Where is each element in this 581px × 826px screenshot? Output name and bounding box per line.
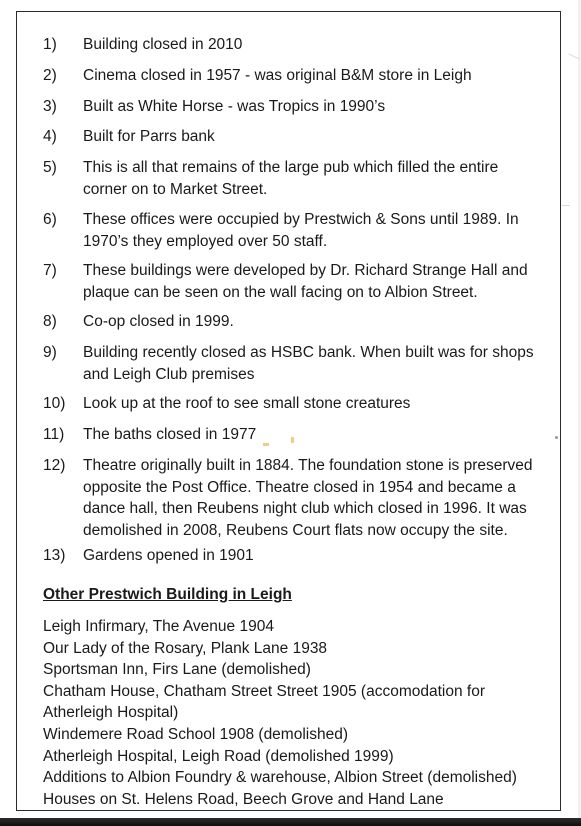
item-text: These buildings were developed by Dr. Richard Strange Hall and plaque can be seen on the wall facing on to Albion Street. (83, 262, 528, 301)
item-text: The baths closed in 1977 (83, 426, 257, 443)
other-building-line: Sportsman Inn, Firs Lane (demolished) (43, 661, 311, 679)
item-text: Gardens opened in 1901 (83, 547, 254, 564)
item-number: 1) (43, 36, 57, 53)
item-number: 11) (43, 426, 65, 443)
item-text: Built as White Horse - was Tropics in 1990’s (83, 98, 386, 115)
item-text: Theatre originally built in 1884. The foundation stone is preserved opposite the Post Office. Theatre closed in 1954 and became a dance hall, then Reubens night club which closed in 1996. It was demolished in 2008, Reubens Court flats now occupy the site. (83, 457, 533, 539)
item-text: Built for Parrs bank (83, 128, 215, 145)
item-number: 2) (43, 67, 57, 84)
scan-mark (562, 205, 570, 206)
item-text: This is all that remains of the large pub which filled the entire corner on to Market Street. (83, 159, 499, 198)
other-building-line: Our Lady of the Rosary, Plank Lane 1938 (43, 639, 328, 657)
item-number: 8) (43, 313, 57, 330)
other-buildings-heading: Other Prestwich Building in Leigh (43, 586, 292, 603)
item-number: 9) (43, 344, 57, 361)
item-text: These offices were occupied by Prestwich & Sons until 1989. In 1970’s they employed over 50 staff. (83, 211, 519, 250)
item-number: 5) (43, 159, 57, 176)
item-text: Building recently closed as HSBC bank. When built was for shops and Leigh Club premises (83, 344, 534, 383)
scan-bottom-shadow (0, 818, 581, 826)
item-number: 12) (43, 457, 66, 474)
item-number: 7) (43, 262, 57, 279)
item-number: 4) (43, 128, 57, 145)
other-buildings-list (43, 616, 543, 810)
item-number: 13) (43, 547, 66, 564)
item-text: Cinema closed in 1957 - was original B&M store in Leigh (83, 67, 472, 84)
other-building-line: Additions to Albion Foundry & warehouse, Albion Street (demolished) (43, 769, 517, 787)
other-building-line: Houses on St. Helens Road, Beech Grove and Hand Lane (43, 790, 444, 808)
item-number: 6) (43, 211, 57, 228)
item-text: Look up at the roof to see small stone creatures (83, 395, 411, 412)
item-text: Co-op closed in 1999. (83, 313, 234, 330)
other-building-line: Chatham House, Chatham Street Street 1905 (accomodation for Atherleigh Hospital) (43, 682, 485, 722)
scan-mark (555, 436, 558, 439)
item-number: 3) (43, 98, 57, 115)
other-building-line: Leigh Infirmary, The Avenue 1904 (43, 618, 274, 635)
item-number: 10) (43, 395, 66, 412)
item-text: Building closed in 2010 (83, 36, 243, 53)
other-building-line: Atherleigh Hospital, Leigh Road (demolished 1999) (43, 747, 394, 765)
other-building-line: Windemere Road School 1908 (demolished) (43, 725, 348, 743)
